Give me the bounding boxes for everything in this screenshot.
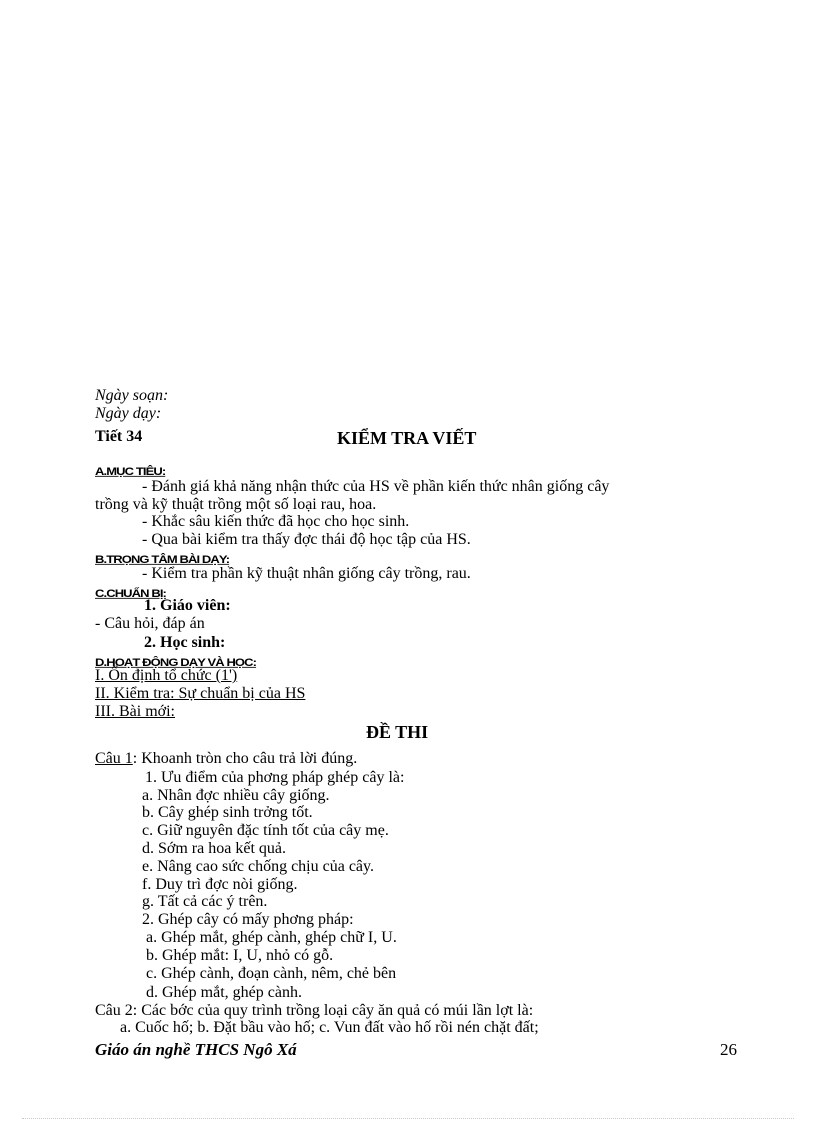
footer-school: Giáo án nghề THCS Ngô Xá: [95, 1040, 297, 1059]
question-item: 1. Ưu điểm của phơng pháp ghép cây là:: [145, 769, 405, 786]
answer-option: f. Duy trì đợc nòi giống.: [142, 876, 298, 893]
answer-option: a. Cuốc hố; b. Đặt bầu vào hố; c. Vun đất vào hố rồi nén chặt đất;: [120, 1019, 539, 1036]
section-c-subheading: 2. Học sinh:: [144, 634, 226, 651]
section-d-line: II. Kiểm tra: Sự chuẩn bị của HS: [95, 685, 306, 702]
section-a-line: trồng và kỹ thuật trồng một số loại rau, hoa.: [95, 496, 377, 513]
section-c-line: - Câu hỏi, đáp án: [95, 615, 205, 632]
answer-option: e. Nâng cao sức chống chịu của cây.: [142, 858, 374, 875]
section-b-line: - Kiểm tra phần kỹ thuật nhân giống cây trồng, rau.: [142, 565, 471, 582]
ngay-soan: Ngày soạn:: [95, 387, 169, 404]
answer-option: c. Ghép cành, đoạn cành, nêm, chẻ bên: [146, 965, 397, 982]
question-2: Câu 2: Các bớc của quy trình trồng loại cây ăn quả có múi lần lợt là:: [95, 1002, 534, 1019]
section-d-line: III. Bài mới:: [95, 703, 175, 720]
answer-option: b. Cây ghép sinh trởng tốt.: [142, 804, 313, 821]
question-item: 2. Ghép cây có mấy phơng pháp:: [142, 911, 354, 928]
question-1: [95, 750, 357, 768]
answer-option: c. Giữ nguyên đặc tính tốt của cây mẹ.: [142, 822, 389, 839]
section-a-line: - Đánh giá khả năng nhận thức của HS về phần kiến thức nhân giống cây: [142, 478, 610, 495]
section-a-line: - Khắc sâu kiến thức đã học cho học sinh.: [142, 513, 410, 530]
page-title: KIỂM TRA VIẾT: [337, 428, 477, 448]
section-c-title: C.CHUẨN BỊ:: [95, 586, 166, 600]
question-1-label: Câu 1: [95, 750, 133, 767]
answer-option: a. Ghép mắt, ghép cành, ghép chữ I, U.: [146, 929, 397, 946]
ngay-day: Ngày dạy:: [95, 405, 162, 422]
section-c-subheading: 1. Giáo viên:: [144, 597, 231, 614]
answer-option: g. Tất cả các ý trên.: [142, 893, 268, 910]
lesson-number: Tiết 34: [95, 428, 143, 445]
question-1-text: : Khoanh tròn cho câu trả lời đúng.: [132, 750, 358, 767]
section-d-title: D.HOẠT ĐỘNG DẠY VÀ HỌC:: [95, 655, 257, 669]
exam-title: ĐỀ THI: [366, 722, 429, 742]
answer-option: b. Ghép mắt: I, U, nhỏ có gỗ.: [146, 947, 334, 964]
section-a-line: - Qua bài kiểm tra thấy đợc thái độ học tập của HS.: [142, 531, 471, 548]
section-b-title: B.TRỌNG TÂM BÀI DẠY:: [95, 552, 230, 566]
page-bottom-divider: [22, 1118, 794, 1119]
answer-option: d. Sớm ra hoa kết quả.: [142, 840, 286, 857]
page-number: 26: [720, 1040, 737, 1059]
section-d-line: I. Ổn định tổ chức (1'): [95, 667, 238, 684]
answer-option: a. Nhân đợc nhiều cây giống.: [142, 787, 330, 804]
answer-option: d. Ghép mắt, ghép cành.: [146, 984, 302, 1001]
section-a-title: A.MỤC TIÊU:: [95, 464, 166, 478]
